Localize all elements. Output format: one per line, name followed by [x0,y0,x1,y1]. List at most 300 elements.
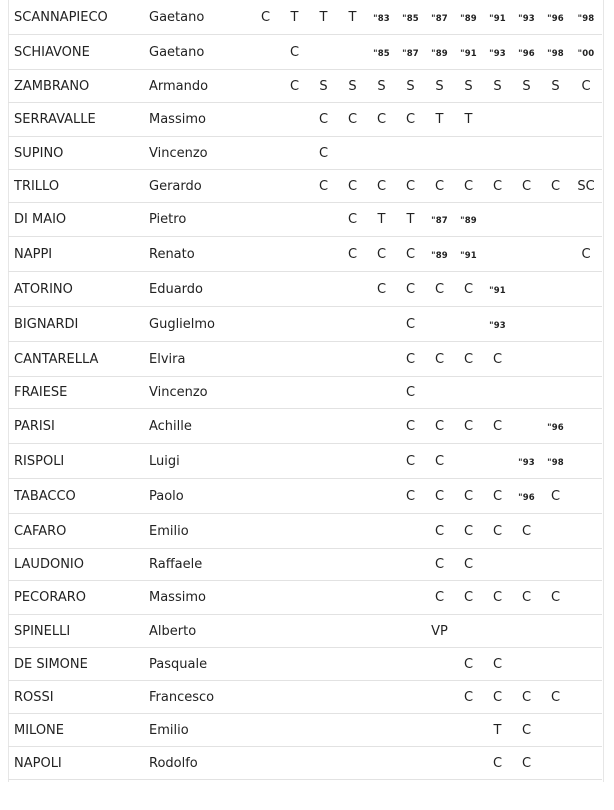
term-value: C [463,689,474,705]
term-cell [367,307,396,342]
term-cell [280,0,309,35]
term-cell [512,0,541,35]
term-cell [570,514,602,549]
term-cell [425,170,454,203]
term-cell [425,377,454,409]
term-cell [309,648,338,681]
term-cell [570,377,602,409]
surname-cell: FRAIESE [8,377,147,409]
term-value: C [260,9,271,25]
term-cell [425,581,454,615]
term-cell [425,272,454,307]
term-cell [512,514,541,549]
term-cell [280,479,309,514]
term-cell [338,103,367,137]
table-row [8,648,602,681]
term-cell [541,137,570,170]
term-cell [425,0,454,35]
term-cell [309,170,338,203]
term-cell [338,272,367,307]
term-cell [541,0,570,35]
term-cell [570,342,602,377]
term-value: C [434,281,445,297]
term-cell [570,648,602,681]
term-cell [541,648,570,681]
term-value: C [492,689,503,705]
term-value: C [434,351,445,367]
term-cell [541,272,570,307]
term-cell [309,409,338,444]
term-value: "91 [460,250,477,261]
term-cell [570,35,602,70]
term-cell [309,70,338,103]
given-name-cell: Emilio [147,714,251,747]
term-value: C [521,689,532,705]
given-name-cell: Massimo [147,103,251,137]
term-cell [483,747,512,780]
term-value: C [347,112,358,127]
term-value: C [434,488,445,504]
term-cell [338,615,367,648]
term-cell [425,409,454,444]
term-value: VP [431,623,448,639]
table-row [8,307,602,342]
term-cell [396,170,425,203]
term-cell [483,70,512,103]
term-cell [367,377,396,409]
term-cell [483,581,512,615]
term-value: T [319,9,328,25]
surname-cell: SERRAVALLE [8,103,147,137]
term-cell [396,237,425,272]
term-cell [396,514,425,549]
term-cell [367,342,396,377]
term-cell [309,377,338,409]
term-cell [338,549,367,581]
term-cell [454,681,483,714]
term-cell [367,409,396,444]
term-value: C [492,590,503,605]
given-name-cell: Armando [147,70,251,103]
term-cell [367,681,396,714]
term-value: T [435,112,444,127]
term-cell [570,615,602,648]
term-cell [396,342,425,377]
term-cell [541,35,570,70]
table-row [8,549,602,581]
term-cell [454,409,483,444]
term-cell [425,444,454,479]
term-cell [367,615,396,648]
term-cell [425,103,454,137]
term-value: S [464,78,473,94]
surname-cell: CANTARELLA [8,342,147,377]
term-cell [396,581,425,615]
term-cell [512,615,541,648]
term-value: C [463,656,474,672]
given-name-cell: Renato [147,237,251,272]
term-cell [541,70,570,103]
term-cell [512,103,541,137]
term-cell [309,272,338,307]
term-cell [280,342,309,377]
term-value: C [521,178,532,194]
term-value: C [492,488,503,504]
term-cell [541,714,570,747]
surname-cell: ROSSI [8,681,147,714]
term-value: C [289,44,300,60]
term-cell [367,549,396,581]
table-row [8,514,602,549]
term-value: T [377,212,386,227]
term-cell [251,615,280,648]
term-cell [483,681,512,714]
term-value: "96 [547,13,564,24]
term-cell [425,780,454,810]
term-cell [309,35,338,70]
term-cell [570,444,602,479]
term-value: C [550,689,561,705]
term-value: S [406,78,415,94]
term-cell [396,444,425,479]
term-cell [570,272,602,307]
term-cell [280,272,309,307]
term-cell [251,409,280,444]
surname-cell: RISPOLI [8,444,147,479]
term-value: C [347,212,358,227]
term-cell [338,307,367,342]
term-cell [280,137,309,170]
term-value: C [434,557,445,572]
term-cell [367,714,396,747]
term-cell [512,648,541,681]
term-cell [454,377,483,409]
term-cell [570,0,602,35]
term-cell [454,342,483,377]
term-cell [396,714,425,747]
term-cell [512,444,541,479]
term-value: C [463,488,474,504]
term-cell [367,780,396,810]
given-name-cell: Eduardo [147,272,251,307]
term-cell [483,549,512,581]
table-row [8,780,602,810]
term-cell [396,272,425,307]
table-row [8,581,602,615]
term-value: C [405,281,416,297]
term-value: S [348,78,357,94]
term-cell [367,103,396,137]
term-cell [425,549,454,581]
term-cell [280,681,309,714]
given-name-cell: Pietro [147,203,251,237]
term-cell [570,237,602,272]
term-cell [396,681,425,714]
term-value: "89 [460,13,477,24]
term-cell [338,170,367,203]
surname-cell: LAUDONIO [8,549,147,581]
term-value: C [405,453,416,469]
term-cell [512,409,541,444]
term-cell [367,170,396,203]
term-cell [570,203,602,237]
term-cell [541,747,570,780]
term-cell [483,35,512,70]
surname-cell: TABACCO [8,479,147,514]
term-cell [309,747,338,780]
term-value: "87 [431,13,448,24]
table-body [8,0,602,810]
term-cell [454,203,483,237]
term-value: C [463,351,474,367]
term-cell [454,714,483,747]
table-row [8,409,602,444]
term-cell [309,137,338,170]
term-cell [454,137,483,170]
term-cell [251,137,280,170]
term-cell [570,409,602,444]
term-cell [396,35,425,70]
given-name-cell: Vincenzo [147,137,251,170]
term-cell [512,342,541,377]
term-cell [309,203,338,237]
term-value: C [550,590,561,605]
term-cell [338,514,367,549]
term-value: "98 [577,13,595,24]
term-cell [367,203,396,237]
term-value: C [463,281,474,297]
term-cell [309,103,338,137]
term-cell [454,237,483,272]
term-cell [367,237,396,272]
table-row [8,137,602,170]
term-value: C [463,557,474,572]
surname-cell [8,780,147,810]
term-cell [280,377,309,409]
term-value: C [463,178,474,194]
term-cell [251,377,280,409]
term-cell [483,780,512,810]
term-value: T [493,722,502,738]
term-cell [570,681,602,714]
term-cell [251,714,280,747]
term-value: C [405,351,416,367]
term-value: C [318,112,329,127]
term-cell [512,170,541,203]
term-cell [251,103,280,137]
table-row [8,681,602,714]
term-cell [396,479,425,514]
term-cell [309,342,338,377]
term-cell [280,714,309,747]
term-cell [454,272,483,307]
term-value: SC [577,178,595,194]
term-cell [512,714,541,747]
term-value: S [319,78,328,94]
table-row [8,70,602,103]
term-cell [483,103,512,137]
term-cell [309,581,338,615]
term-cell [512,137,541,170]
term-cell [454,444,483,479]
term-cell [454,307,483,342]
term-cell [541,203,570,237]
term-cell [425,237,454,272]
term-cell [280,747,309,780]
term-cell [396,377,425,409]
term-value: C [434,178,445,194]
term-cell [541,377,570,409]
term-cell [338,237,367,272]
term-cell [251,203,280,237]
term-value: "87 [431,216,448,226]
term-cell [570,137,602,170]
given-name-cell: Elvira [147,342,251,377]
given-name-cell: Rodolfo [147,747,251,780]
term-cell [280,170,309,203]
term-value: C [347,178,358,194]
term-value: C [550,488,561,504]
term-cell [367,479,396,514]
term-cell [512,307,541,342]
term-value: C [492,523,503,539]
term-value: C [376,246,387,262]
surname-cell: SUPINO [8,137,147,170]
term-cell [338,747,367,780]
given-name-cell: Paolo [147,479,251,514]
term-value: "85 [373,48,390,59]
term-cell [570,549,602,581]
term-cell [541,514,570,549]
term-cell [367,514,396,549]
table-row [8,203,602,237]
term-cell [512,272,541,307]
term-value: C [434,590,445,605]
term-cell [338,648,367,681]
term-value: "96 [518,492,535,503]
term-cell [396,203,425,237]
term-cell [454,103,483,137]
table-row [8,714,602,747]
term-cell [570,581,602,615]
term-cell [483,237,512,272]
term-cell [512,35,541,70]
council-members-table [8,0,602,810]
term-cell [512,479,541,514]
term-value: C [405,418,416,434]
term-cell [338,137,367,170]
term-cell [280,103,309,137]
term-cell [309,0,338,35]
term-cell [367,70,396,103]
term-value: "98 [547,457,564,468]
term-cell [309,681,338,714]
term-cell [338,342,367,377]
term-value: "96 [518,48,535,59]
term-value: S [522,78,531,94]
term-cell [251,307,280,342]
term-cell [512,681,541,714]
term-value: C [492,755,503,771]
table-row [8,444,602,479]
term-cell [483,342,512,377]
surname-cell: MILONE [8,714,147,747]
surname-cell: DI MAIO [8,203,147,237]
surname-cell: NAPPI [8,237,147,272]
term-value: S [377,78,386,94]
term-cell [396,780,425,810]
table-row [8,103,602,137]
term-cell [338,444,367,479]
term-cell [338,0,367,35]
term-cell [570,479,602,514]
term-cell [483,615,512,648]
term-value: T [464,112,473,127]
term-value: S [493,78,502,94]
term-cell [483,137,512,170]
term-value: C [318,145,329,161]
term-cell [280,514,309,549]
term-cell [338,409,367,444]
term-cell [541,307,570,342]
given-name-cell: Gaetano [147,0,251,35]
term-cell [309,479,338,514]
term-cell [425,747,454,780]
term-cell [396,70,425,103]
surname-cell: TRILLO [8,170,147,203]
term-cell [483,272,512,307]
term-cell [251,581,280,615]
term-value: "91 [489,285,506,296]
term-value: C [492,351,503,367]
term-value: S [435,78,444,94]
term-cell [454,479,483,514]
term-cell [338,479,367,514]
term-value: C [521,755,532,771]
term-cell [280,615,309,648]
term-value: C [434,523,445,539]
term-cell [338,780,367,810]
given-name-cell: Achille [147,409,251,444]
term-cell [454,615,483,648]
given-name-cell: Guglielmo [147,307,251,342]
given-name-cell: Gaetano [147,35,251,70]
table-row [8,377,602,409]
term-value: C [521,590,532,605]
term-value: C [492,178,503,194]
term-cell [251,549,280,581]
term-cell [570,70,602,103]
term-value: "91 [489,13,506,24]
given-name-cell: Pasquale [147,648,251,681]
term-cell [454,514,483,549]
term-value: C [405,488,416,504]
term-cell [338,70,367,103]
term-value: C [581,246,591,262]
term-value: C [405,112,416,127]
surname-cell: SCANNAPIECO [8,0,147,35]
surname-cell: BIGNARDI [8,307,147,342]
term-value: "83 [373,13,390,24]
term-cell [512,780,541,810]
term-cell [454,747,483,780]
table-row [8,747,602,780]
term-cell [251,444,280,479]
term-cell [338,681,367,714]
term-cell [396,0,425,35]
term-cell [483,170,512,203]
term-value: T [290,9,299,25]
